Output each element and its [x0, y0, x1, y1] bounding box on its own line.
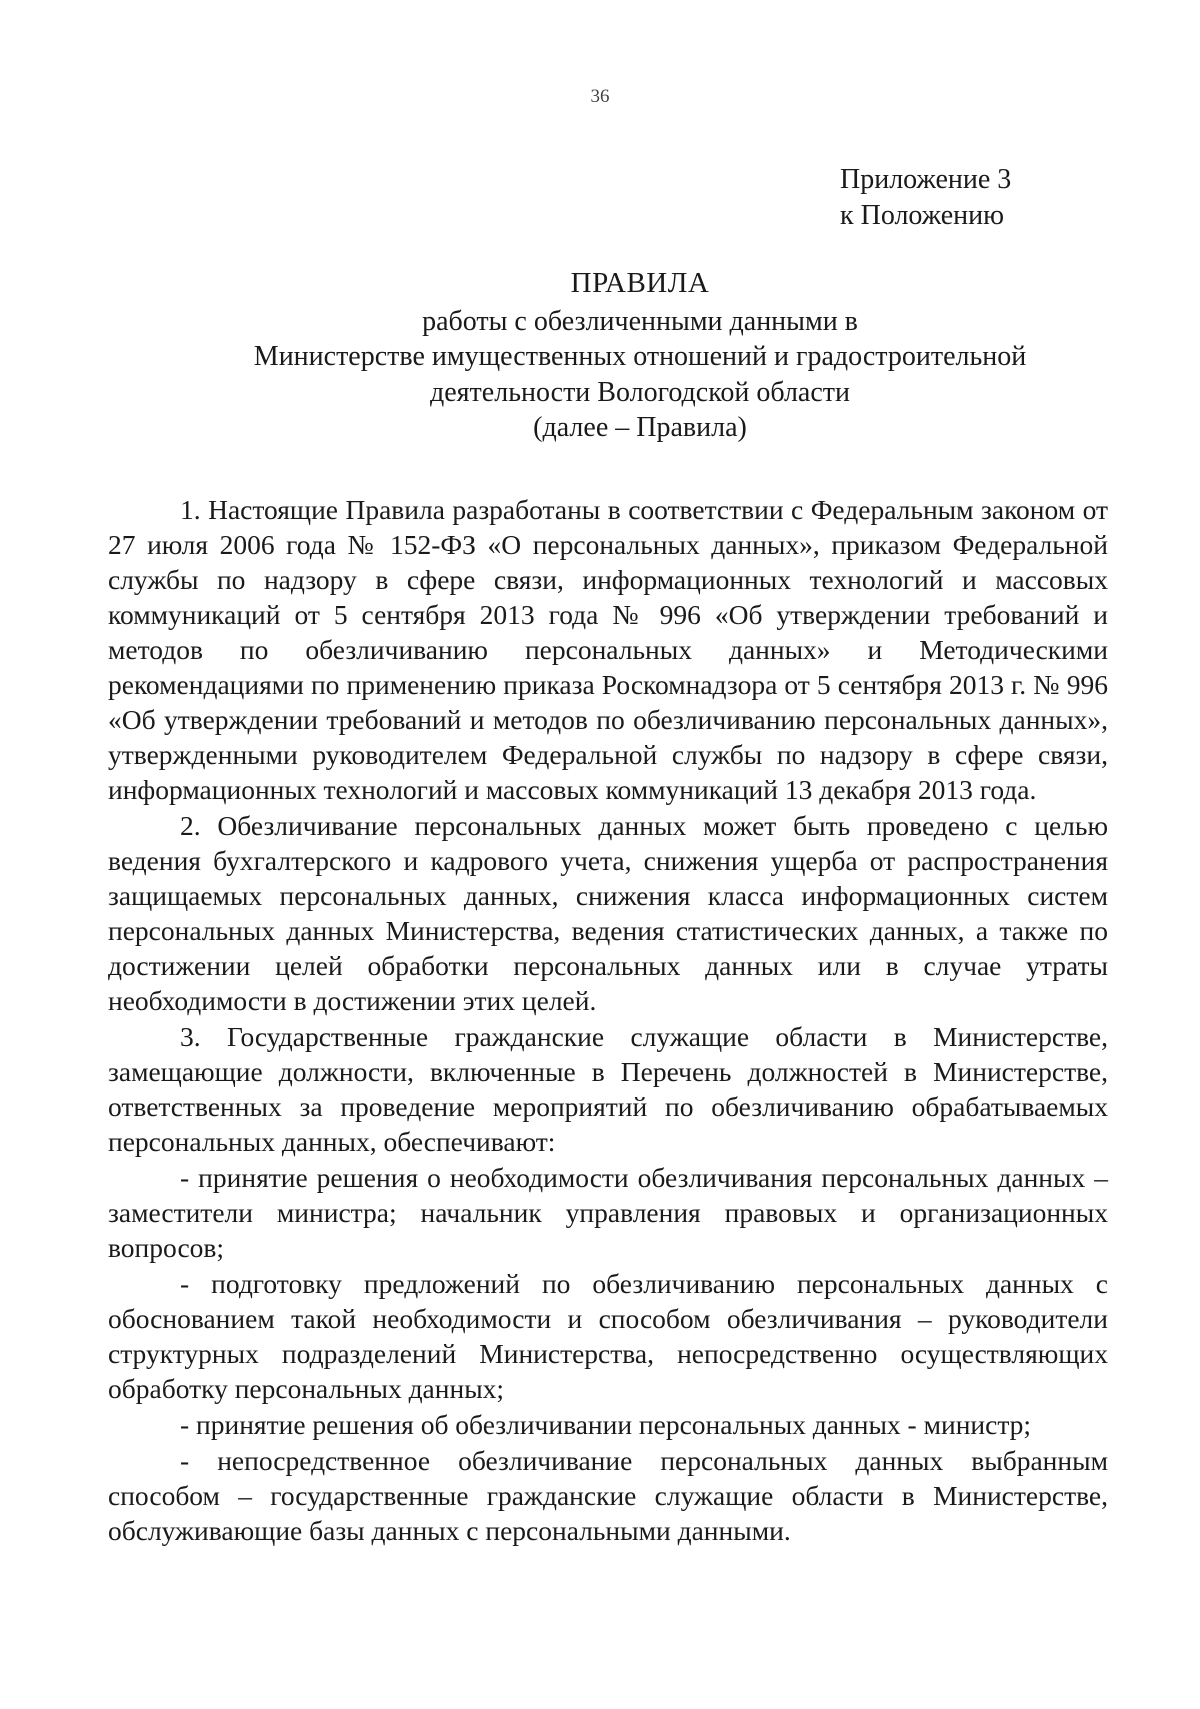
list-item-4: - непосредственное обезличивание персональных данных выбранным способом – государственные гражданские служащие области в Министерстве, обслуживающие базы данных с персональными данными. [108, 1445, 1108, 1546]
document-body [108, 492, 1108, 1549]
document-title [150, 266, 1130, 446]
page-number: 36 [590, 86, 610, 107]
title-line-3: деятельности Вологодской области [430, 376, 850, 408]
paragraph-1: 1. Настоящие Правила разработаны в соответствии с Федеральным законом от 27 июля 2006 года № 152-ФЗ «О персональных данных», приказом Федеральной службы по надзору в сфере связи, информационных технологий и массовых коммуникаций от 5 сентября 2013 года № 996 «Об утверждении требований и методов по обезличиванию персональных данных» и Методическими рекомендациями по применению приказа Роскомнадзора от 5 сентября 2013 г. № 996 «Об утверждении требований и методов по обезличиванию персональных данных», утвержденными руководителем Федеральной службы по надзору в сфере связи, информационных технологий и массовых коммуникаций 13 декабря 2013 года. [108, 494, 1108, 805]
list-item-2: - подготовку предложений по обезличиванию персональных данных с обоснованием такой необходимости и способом обезличивания – руководители структурных подразделений Министерства, непосредственно осуществляющих обработку персональных данных; [108, 1268, 1108, 1404]
title-heading: ПРАВИЛА [570, 267, 710, 299]
list-item-3: - принятие решения об обезличивании персональных данных - министр; [180, 1409, 1032, 1440]
title-line-1: работы с обезличенными данными в [422, 305, 858, 337]
paragraph-3: 3. Государственные гражданские служащие области в Министерстве, замещающие должности, включенные в Перечень должностей в Министерстве, ответственных за проведение мероприятий по обезличиванию обрабатываемых персональных данных, обеспечивают: [108, 1021, 1108, 1157]
appendix-line-2: к Положению [840, 200, 1005, 231]
title-line-4: (далее – Правила) [533, 412, 747, 443]
title-line-2: Министерстве имущественных отношений и градостроительной [253, 341, 1027, 372]
paragraph-2: 2. Обезличивание персональных данных может быть проведено с целью ведения бухгалтерского и кадрового учета, снижения ущерба от распространения защищаемых персональных данных, снижения класса информационных систем персональных данных Министерства, ведения статистических данных, а также по достижении целей обработки персональных данных или в случае утраты необходимости в достижении этих целей. [108, 810, 1108, 1016]
list-item-1: - принятие решения о необходимости обезличивания персональных данных – заместители министра; начальник управления правовых и организационных вопросов; [108, 1162, 1108, 1263]
appendix-reference [840, 162, 1140, 234]
appendix-line-1: Приложение 3 [840, 164, 1012, 195]
